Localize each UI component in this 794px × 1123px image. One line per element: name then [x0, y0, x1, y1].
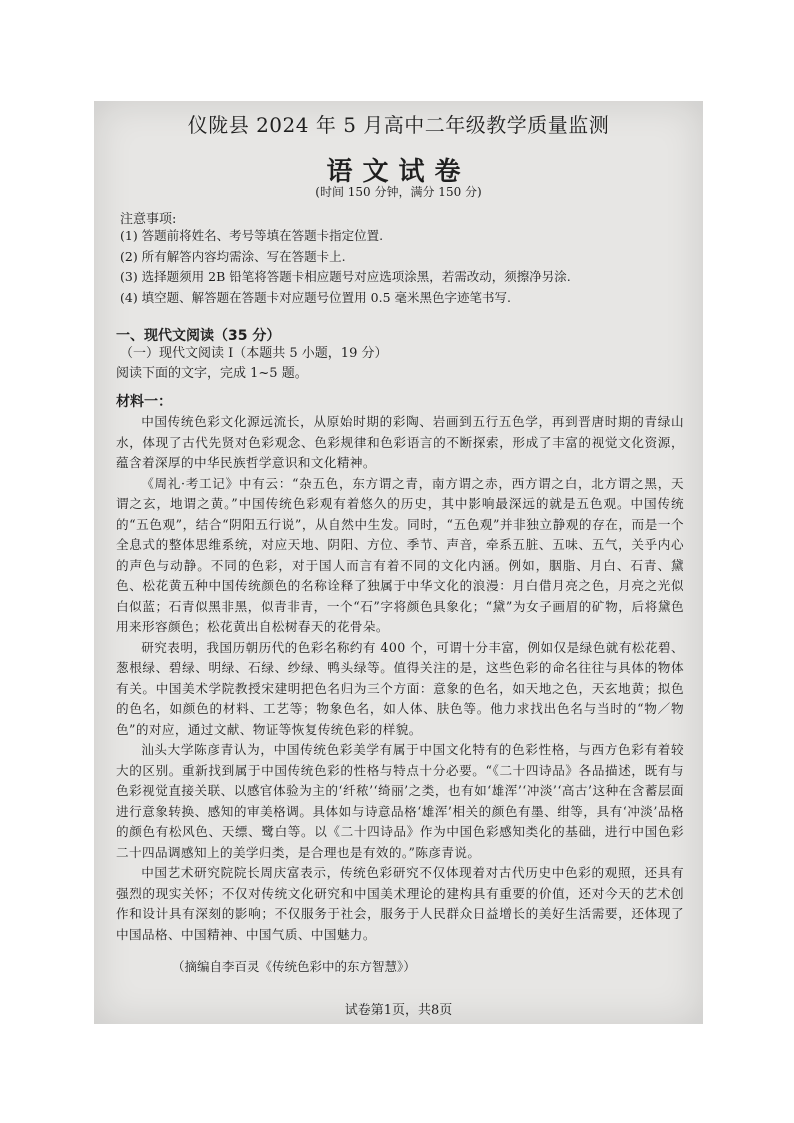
section-subtitle: （一）现代文阅读 I（本题共 5 小题，19 分） — [120, 346, 388, 361]
exam-title: 仪陇县 2024 年 5 月高中二年级教学质量监测 — [187, 113, 610, 137]
article-paragraph: 《周礼·考工记》中有云：“杂五色，东方谓之青，南方谓之赤，西方谓之白，北方谓之黑，天谓之玄，地谓之黄。”中国传统色彩观有着悠久的历史，其中影响最深远的就是五色观。中国传统的“五色观”，结合“阴阳五行说”，从自然中生发。同时，“五色观”并非独立静观的存在，而是一个全息式的整体思维系统，对应天地、阴阳、方位、季节、声音，牵系五脏、五味、五气，关乎内心的声色与动静。不同的色彩，对于国人而言有着不同的文化内涵。例如，胭脂、月白、石青、黛色、松花黄五种中国传统颜色的名称诠释了独属于中华文化的浪漫：月白借月亮之色，月亮之光似白似蓝；石青似黑非黑，似青非青，一个“石”字将颜色具象化；“黛”为女子画眉的矿物，后将黛色用来形容颜色；松花黄出自松树春天的花骨朵。 — [116, 475, 684, 634]
page-number: 试卷第1页，共8页 — [344, 1003, 453, 1018]
reading-instruction: 阅读下面的文字，完成 1~5 题。 — [116, 366, 308, 381]
material-label: 材料一： — [116, 394, 172, 410]
article-body — [116, 412, 684, 945]
notice-title: 注意事项: — [120, 212, 177, 227]
notice-list — [120, 226, 571, 308]
article-source: （摘编自李百灵《传统色彩中的东方智慧》） — [172, 959, 416, 974]
notice-item: (1) 答题前将姓名、考号等填在答题卡指定位置. — [120, 228, 384, 243]
article-paragraph: 中国艺术研究院院长周庆富表示，传统色彩研究不仅体现着对古代历史中色彩的观照，还具有强烈的现实关怀；不仅对传统文化研究和中国美术理论的建构具有重要的价值，还对今天的艺术创作和设计具有深刻的影响；不仅服务于社会，服务于人民群众日益增长的美好生活需要，还体现了中国品格、中国精神、中国气质、中国魅力。 — [116, 865, 684, 942]
exam-paper-sheet — [94, 101, 703, 1024]
time-info: (时间 150 分钟，满分 150 分) — [315, 185, 482, 199]
section-title: 一、现代文阅读（35 分） — [116, 328, 281, 344]
subject-title: 语文试卷 — [326, 157, 471, 187]
article-paragraph: 研究表明，我国历朝历代的色彩名称约有 400 个，可谓十分丰富，例如仅是绿色就有松花碧、葱根绿、碧绿、明绿、石绿、纱绿、鸭头绿等。值得关注的是，这些色彩的命名往往与具体的物体有关。中国美术学院教授宋建明把色名归为三个方面：意象的色名，如天地之色，天玄地黄；拟色的色名，如颜色的材料、工艺等；物象色名，如人体、肤色等。他力求找出色名与当时的“物／物色”的对应，通过文献、物证等恢复传统色彩的样貌。 — [116, 639, 684, 737]
article-paragraph: 中国传统色彩文化源远流长，从原始时期的彩陶、岩画到五行五色学，再到晋唐时期的青绿山水，体现了古代先贤对色彩观念、色彩规律和色彩语言的不断探索，形成了丰富的视觉文化资源，蕴含着深厚的中华民族哲学意识和文化精神。 — [116, 414, 684, 470]
article-paragraph: 汕头大学陈彦青认为，中国传统色彩美学有属于中国文化特有的色彩性格，与西方色彩有着较大的区别。重新找到属于中国传统色彩的性格与特点十分必要。“《二十四诗品》各品描述，既有与色彩视觉直接关联、以感官体验为主的‘纤秾’‘绮丽’之类，也有如‘雄浑’‘冲淡’‘高古’这种在含蓄层面进行意象转换、感知的审美格调。具体如与诗意品格‘雄浑’相关的颜色有墨、绀等，具有‘冲淡’品格的颜色有松风色、天缥、鹭白等。以《二十四诗品》作为中国色彩感知类化的基础，进行中国色彩二十四品调感知上的美学归类，是合理也是有效的。”陈彦青说。 — [116, 742, 684, 860]
notice-item: (2) 所有解答内容均需涂、写在答题卡上. — [120, 248, 346, 264]
notice-item: (3) 选择题须用 2B 铅笔将答题卡相应题号对应选项涂黑，若需改动，须擦净另涂. — [120, 269, 571, 284]
notice-item: (4) 填空题、解答题在答题卡对应题号位置用 0.5 毫米黑色字迹笔书写. — [120, 289, 511, 305]
